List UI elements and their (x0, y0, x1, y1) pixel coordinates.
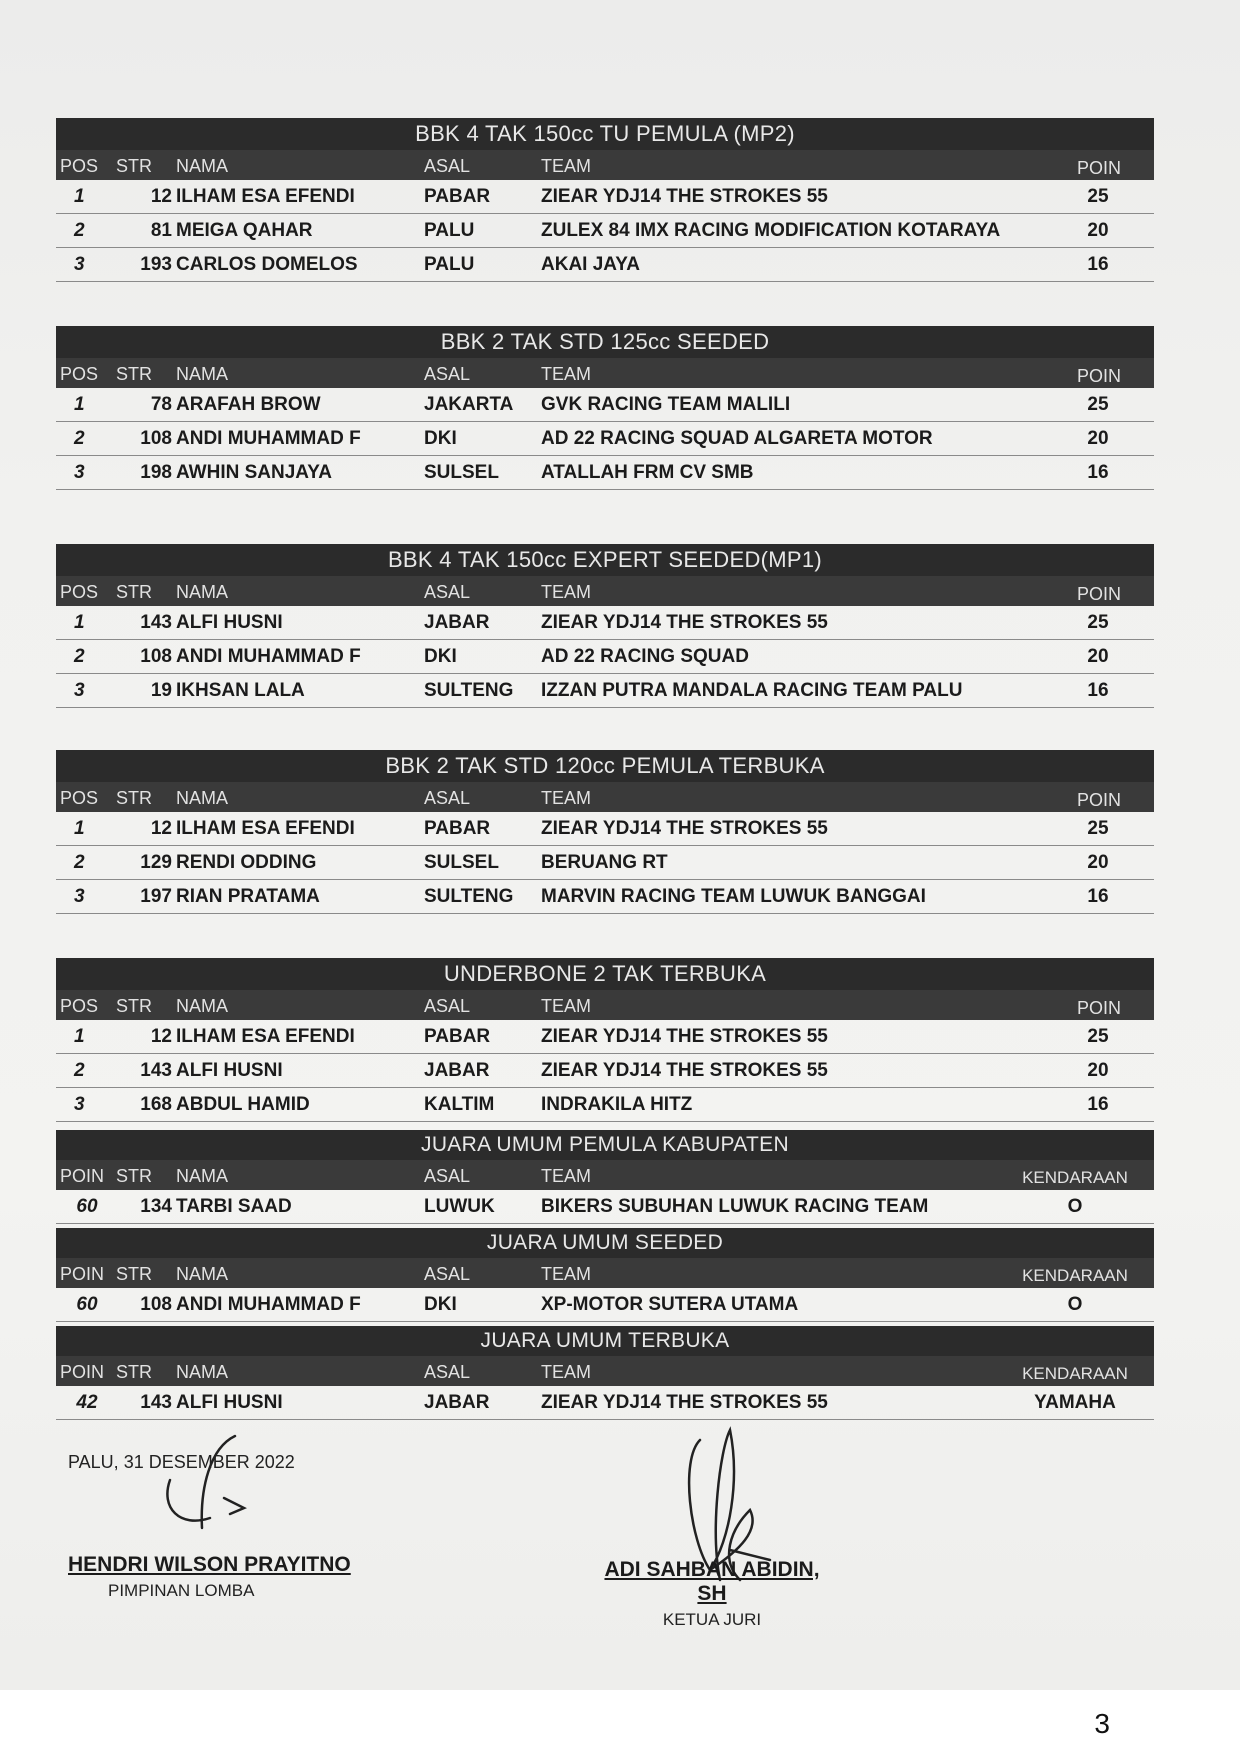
cell-nama: ARAFAH BROW (176, 394, 321, 415)
header-str: STR (116, 788, 152, 808)
cell-team: MARVIN RACING TEAM LUWUK BANGGAI (541, 886, 926, 907)
cell-str: 12 (150, 1026, 172, 1047)
table-row (56, 846, 1154, 880)
cell-pos: 1 (74, 186, 85, 207)
table-row (56, 1088, 1154, 1122)
header-kendaraan: KENDARAAN (1022, 1364, 1128, 1383)
cell-asal: JABAR (424, 1060, 490, 1081)
table-row (56, 640, 1154, 674)
cell-str: 193 (140, 254, 172, 275)
table-row (56, 1288, 1154, 1322)
cell-nama: IKHSAN LALA (176, 680, 305, 701)
cell-poin: 20 (1087, 852, 1109, 873)
table-header (56, 1356, 1154, 1386)
header-nama: NAMA (176, 364, 229, 384)
cell-nama: ALFI HUSNI (176, 1060, 283, 1081)
category-title: BBK 2 TAK STD 125cc SEEDED (56, 326, 1154, 358)
category-table-5 (56, 958, 1154, 1122)
header-poin: POIN (1076, 998, 1121, 1018)
cell-nama: ILHAM ESA EFENDI (176, 818, 355, 839)
cell-asal: JABAR (424, 1392, 490, 1413)
cell-pos: 1 (74, 818, 85, 839)
header-team: TEAM (541, 1362, 592, 1382)
cell-str: 143 (140, 612, 172, 633)
cell-pos: 2 (74, 852, 85, 873)
cell-asal: DKI (424, 428, 457, 449)
champion-table-1 (56, 1130, 1154, 1224)
table-row (56, 812, 1154, 846)
cell-team: BIKERS SUBUHAN LUWUK RACING TEAM (541, 1196, 929, 1217)
cell-nama: AWHIN SANJAYA (176, 462, 332, 483)
header-pos: POS (60, 582, 99, 602)
table-header (56, 576, 1154, 606)
cell-kendaraan: O (1067, 1294, 1083, 1315)
header-nama: NAMA (176, 582, 229, 602)
cell-nama: ABDUL HAMID (176, 1094, 310, 1115)
cell-pos: 1 (74, 1026, 85, 1047)
cell-team: ZIEAR YDJ14 THE STROKES 55 (541, 612, 828, 633)
cell-str: 108 (140, 646, 172, 667)
header-asal: ASAL (424, 364, 471, 384)
cell-poin: 25 (1087, 818, 1109, 839)
header-str: STR (116, 364, 152, 384)
cell-team: BERUANG RT (541, 852, 668, 873)
table-row (56, 1020, 1154, 1054)
header-pos: POS (60, 996, 99, 1016)
header-team: TEAM (541, 1166, 592, 1186)
cell-pos: 1 (74, 612, 85, 633)
header-asal: ASAL (424, 156, 471, 176)
champion-table-3 (56, 1326, 1154, 1420)
cell-nama: ALFI HUSNI (176, 1392, 283, 1413)
cell-asal: PALU (424, 220, 475, 241)
table-row (56, 606, 1154, 640)
cell-nama: ANDI MUHAMMAD F (176, 428, 361, 449)
header-pos: POS (60, 156, 99, 176)
header-poin: POIN (1076, 158, 1121, 178)
header-asal: ASAL (424, 1264, 471, 1284)
header-nama: NAMA (176, 1362, 229, 1382)
table-header (56, 358, 1154, 388)
header-str: STR (116, 582, 152, 602)
header-poin: POIN (60, 1362, 105, 1382)
header-pos: POS (60, 364, 99, 384)
category-title: UNDERBONE 2 TAK TERBUKA (56, 958, 1154, 990)
table-header (56, 1160, 1154, 1190)
cell-poin: 20 (1087, 220, 1109, 241)
signer-left-name: HENDRI WILSON PRAYITNO (68, 1553, 351, 1576)
category-title: BBK 4 TAK 150cc EXPERT SEEDED(MP1) (56, 544, 1154, 576)
signer-right-role: KETUA JURI (662, 1610, 762, 1629)
page-number: 3 (1094, 1708, 1110, 1739)
header-team: TEAM (541, 996, 592, 1016)
category-title: BBK 4 TAK 150cc TU PEMULA (MP2) (56, 118, 1154, 150)
header-team: TEAM (541, 582, 592, 602)
header-str: STR (116, 1166, 152, 1186)
cell-kendaraan: YAMAHA (1034, 1392, 1116, 1413)
table-row (56, 1386, 1154, 1420)
cell-pos: 3 (74, 254, 85, 275)
cell-pos: 2 (74, 646, 85, 667)
header-str: STR (116, 1264, 152, 1284)
header-asal: ASAL (424, 582, 471, 602)
cell-asal: LUWUK (424, 1196, 495, 1217)
cell-team: XP-MOTOR SUTERA UTAMA (541, 1294, 799, 1315)
header-poin: POIN (60, 1166, 105, 1186)
table-row (56, 248, 1154, 282)
cell-team: ZIEAR YDJ14 THE STROKES 55 (541, 1392, 828, 1413)
cell-poin: 25 (1087, 186, 1109, 207)
table-row (56, 214, 1154, 248)
cell-poin: 60 (76, 1294, 98, 1315)
cell-str: 197 (140, 886, 172, 907)
champion-title: JUARA UMUM SEEDED (56, 1228, 1154, 1258)
cell-team: AD 22 RACING SQUAD ALGARETA MOTOR (541, 428, 933, 449)
header-kendaraan: KENDARAAN (1022, 1168, 1128, 1187)
header-nama: NAMA (176, 1166, 229, 1186)
cell-team: ZIEAR YDJ14 THE STROKES 55 (541, 186, 828, 207)
cell-asal: SULSEL (424, 852, 499, 873)
cell-str: 143 (140, 1060, 172, 1081)
category-table-2 (56, 326, 1154, 490)
cell-str: 198 (140, 462, 172, 483)
category-table-3 (56, 544, 1154, 708)
cell-team: INDRAKILA HITZ (541, 1094, 693, 1115)
header-nama: NAMA (176, 156, 229, 176)
header-nama: NAMA (176, 996, 229, 1016)
header-nama: NAMA (176, 1264, 229, 1284)
cell-poin: 16 (1087, 462, 1109, 483)
cell-poin: 16 (1087, 886, 1109, 907)
cell-asal: JAKARTA (424, 394, 514, 415)
category-table-1 (56, 118, 1154, 282)
cell-asal: PALU (424, 254, 475, 275)
header-poin: POIN (1076, 366, 1121, 386)
header-poin: POIN (60, 1264, 105, 1284)
cell-nama: MEIGA QAHAR (176, 220, 313, 241)
cell-asal: DKI (424, 646, 457, 667)
cell-str: 81 (150, 220, 172, 241)
table-row (56, 422, 1154, 456)
cell-asal: PABAR (424, 1026, 491, 1047)
cell-team: AKAI JAYA (541, 254, 640, 275)
header-team: TEAM (541, 1264, 592, 1284)
cell-poin: 16 (1087, 680, 1109, 701)
cell-str: 168 (140, 1094, 172, 1115)
table-row (56, 388, 1154, 422)
cell-str: 143 (140, 1392, 172, 1413)
cell-nama: ILHAM ESA EFENDI (176, 186, 355, 207)
cell-poin: 20 (1087, 1060, 1109, 1081)
cell-nama: TARBI SAAD (176, 1196, 292, 1217)
cell-asal: KALTIM (424, 1094, 495, 1115)
champion-title: JUARA UMUM PEMULA KABUPATEN (56, 1130, 1154, 1160)
cell-poin: 25 (1087, 612, 1109, 633)
header-kendaraan: KENDARAAN (1022, 1266, 1128, 1285)
category-table-4 (56, 750, 1154, 914)
cell-str: 129 (140, 852, 172, 873)
cell-poin: 16 (1087, 1094, 1109, 1115)
category-title: BBK 2 TAK STD 120cc PEMULA TERBUKA (56, 750, 1154, 782)
champion-table-2 (56, 1228, 1154, 1322)
cell-poin: 20 (1087, 646, 1109, 667)
table-row (56, 456, 1154, 490)
cell-poin: 42 (76, 1392, 98, 1413)
cell-str: 108 (140, 1294, 172, 1315)
cell-pos: 3 (74, 680, 85, 701)
cell-team: ZIEAR YDJ14 THE STROKES 55 (541, 1060, 828, 1081)
header-asal: ASAL (424, 996, 471, 1016)
signer-left (68, 1553, 351, 1601)
table-row (56, 880, 1154, 914)
table-row (56, 1054, 1154, 1088)
cell-pos: 1 (74, 394, 85, 415)
cell-team: ZULEX 84 IMX RACING MODIFICATION KOTARAYA (541, 220, 1001, 241)
table-row (56, 674, 1154, 708)
cell-poin: 25 (1087, 394, 1109, 415)
header-str: STR (116, 1362, 152, 1382)
cell-str: 19 (150, 680, 172, 701)
signer-left-role: PIMPINAN LOMBA (108, 1581, 255, 1600)
cell-team: ZIEAR YDJ14 THE STROKES 55 (541, 1026, 828, 1047)
cell-str: 12 (150, 186, 172, 207)
table-row (56, 1190, 1154, 1224)
champion-title: JUARA UMUM TERBUKA (56, 1326, 1154, 1356)
cell-asal: SULSEL (424, 462, 499, 483)
header-str: STR (116, 996, 152, 1016)
cell-str: 78 (150, 394, 172, 415)
cell-pos: 2 (74, 220, 85, 241)
header-nama: NAMA (176, 788, 229, 808)
cell-str: 108 (140, 428, 172, 449)
cell-team: IZZAN PUTRA MANDALA RACING TEAM PALU (541, 680, 963, 701)
cell-poin: 16 (1087, 254, 1109, 275)
cell-nama: RENDI ODDING (176, 852, 317, 873)
cell-poin: 60 (76, 1196, 98, 1217)
cell-str: 12 (150, 818, 172, 839)
cell-pos: 2 (74, 1060, 85, 1081)
cell-asal: DKI (424, 1294, 457, 1315)
cell-kendaraan: O (1067, 1196, 1083, 1217)
cell-nama: ALFI HUSNI (176, 612, 283, 633)
header-asal: ASAL (424, 1166, 471, 1186)
header-poin: POIN (1076, 584, 1121, 604)
header-asal: ASAL (424, 788, 471, 808)
cell-str: 134 (140, 1196, 172, 1217)
cell-asal: PABAR (424, 818, 491, 839)
cell-team: AD 22 RACING SQUAD (541, 646, 749, 667)
cell-team: ATALLAH FRM CV SMB (541, 462, 754, 483)
signer-right (592, 1558, 832, 1630)
cell-asal: SULTENG (424, 680, 514, 701)
signature-left-icon (140, 1428, 300, 1538)
table-header (56, 1258, 1154, 1288)
table-header (56, 150, 1154, 180)
cell-nama: RIAN PRATAMA (176, 886, 320, 907)
table-row (56, 180, 1154, 214)
header-pos: POS (60, 788, 99, 808)
cell-poin: 20 (1087, 428, 1109, 449)
cell-nama: ILHAM ESA EFENDI (176, 1026, 355, 1047)
header-team: TEAM (541, 788, 592, 808)
header-poin: POIN (1076, 790, 1121, 810)
cell-pos: 3 (74, 886, 85, 907)
cell-asal: JABAR (424, 612, 490, 633)
signer-right-name: ADI SAHBAN ABIDIN, SH (604, 1558, 820, 1605)
table-header (56, 990, 1154, 1020)
table-header (56, 782, 1154, 812)
header-team: TEAM (541, 156, 592, 176)
cell-nama: ANDI MUHAMMAD F (176, 1294, 361, 1315)
cell-asal: SULTENG (424, 886, 514, 907)
place-date: PALU, 31 DESEMBER 2022 (68, 1452, 295, 1472)
cell-nama: CARLOS DOMELOS (176, 254, 358, 275)
header-team: TEAM (541, 364, 592, 384)
cell-team: GVK RACING TEAM MALILI (541, 394, 791, 415)
cell-pos: 3 (74, 462, 85, 483)
cell-asal: PABAR (424, 186, 491, 207)
header-asal: ASAL (424, 1362, 471, 1382)
cell-pos: 3 (74, 1094, 85, 1115)
cell-pos: 2 (74, 428, 85, 449)
header-str: STR (116, 156, 152, 176)
cell-poin: 25 (1087, 1026, 1109, 1047)
cell-team: ZIEAR YDJ14 THE STROKES 55 (541, 818, 828, 839)
cell-nama: ANDI MUHAMMAD F (176, 646, 361, 667)
